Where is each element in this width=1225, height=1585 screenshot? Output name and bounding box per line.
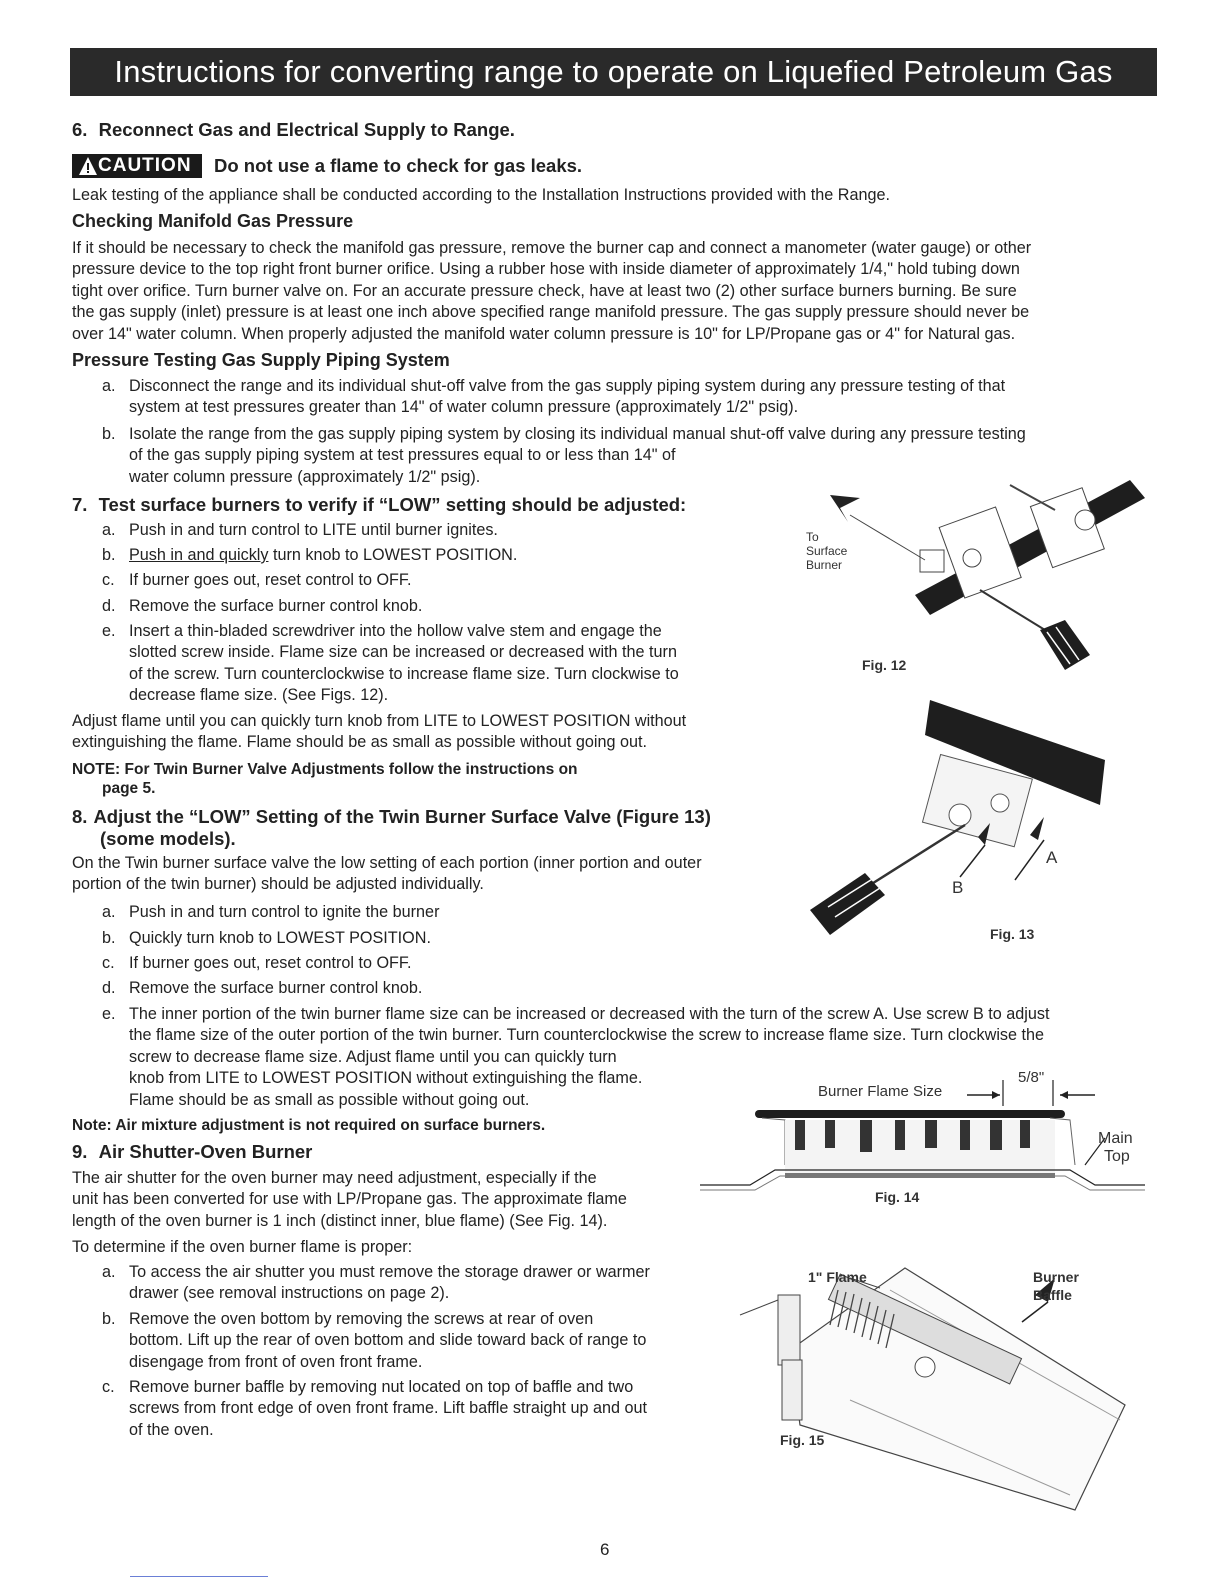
text-line: To access the air shutter you must remove the storage drawer or warmer [129,1263,650,1281]
list-marker: d. [102,979,116,997]
text-line: portion of the twin burner) should be adjusted individually. [72,875,484,894]
list-marker: b. [102,546,116,564]
step-8-title: Adjust the “LOW” Setting of the Twin Burner Surface Valve (Figure 13) [93,806,711,827]
list-marker: a. [102,1263,116,1281]
text-line: Top [1104,1148,1130,1165]
caution-label: CAUTION [98,155,192,176]
step-9-item-a [102,1262,650,1305]
text-line: If burner goes out, reset control to OFF. [129,954,412,972]
text-line: screw to decrease flame size. Adjust flame until you can quickly turn [129,1047,617,1066]
step-6-title: Reconnect Gas and Electrical Supply to Range. [98,119,515,140]
twin-burner-note [72,760,578,798]
step-9-intro [72,1168,627,1232]
text-line: To [806,530,819,544]
text-line: Disconnect the range and its individual shut-off valve from the gas supply piping system during any pressure testing of that [129,377,1006,395]
text-line: of the gas supply piping system at test pressures equal to or less than 14" of [129,446,676,465]
text-line: Main [1098,1130,1133,1147]
text-line: Remove the surface burner control knob. [129,597,423,615]
step-8-intro [72,853,702,896]
text-line: Surface [806,544,848,558]
page-banner-title: Instructions for converting range to operate on Liquefied Petroleum Gas [70,48,1157,96]
list-marker: a. [102,903,116,921]
text-line: of the oven. [129,1420,214,1439]
text-line: Burner [806,558,843,572]
list-marker: c. [102,571,115,589]
text-line: Burner [1033,1269,1079,1285]
text-line: Adjust flame until you can quickly turn knob from LITE to LOWEST POSITION without [72,712,687,730]
step-6-number: 6. [72,119,88,140]
text-line: pressure device to the top right front burner orifice. Using a rubber hose with inside diameter of approximately 1/4," hold tubing down [72,260,1020,279]
step-7-item-a [102,520,498,541]
text-line: Baffle [1033,1287,1072,1303]
text-line: Push in and turn control to LITE until burner ignites. [129,521,498,539]
step-8-title-cont: (some models). [100,828,236,849]
step-7-number: 7. [72,494,88,515]
text-line: the flame size of the outer portion of the twin burner. Turn counterclockwise the screw to increase flame size. Turn clockwise the [129,1026,1045,1045]
text-line: tight over orifice. Turn burner valve on. For an accurate pressure check, have at least two (2) other surface burners burning. Be sure [72,281,1017,300]
list-marker: a. [102,521,116,539]
text-line: page 5. [102,780,156,797]
page-number: 6 [600,1540,610,1559]
fig-14-label: Fig. 14 [875,1189,920,1205]
text-line: Remove burner baffle by removing nut located on top of baffle and two [129,1378,634,1396]
list-marker: b. [102,929,116,947]
step-8-number: 8. [72,806,88,827]
text-line: knob from LITE to LOWEST POSITION without extinguishing the flame. [129,1069,643,1088]
text-line: unit has been converted for use with LP/Propane gas. The approximate flame [72,1190,627,1209]
list-marker: a. [102,377,116,395]
warning-icon [78,156,98,176]
step-7-heading [72,494,686,516]
step-9-item-b [102,1309,647,1373]
fig12-to-surface-burner-label [806,530,847,572]
list-marker: c. [102,954,115,972]
text-line: length of the oven burner is 1 inch (distinct inner, blue flame) (See Fig. 14). [72,1211,608,1230]
step-8-item-b [102,928,431,949]
fig13-screw-a-label: A [1046,848,1058,867]
fig-13-label: Fig. 13 [990,926,1035,942]
list-marker: b. [102,1310,116,1328]
text-line: Quickly turn knob to LOWEST POSITION. [129,929,431,947]
footer-divider [130,1576,268,1577]
list-marker: d. [102,597,116,615]
list-marker: b. [102,425,116,443]
text-line: the gas supply (inlet) pressure is at least one inch above specified range manifold pressure. The gas supply pressure should never be [72,303,1030,322]
step-9-heading [72,1141,312,1163]
text-line: water column pressure (approximately 1/2" psig). [129,467,481,486]
text-line: disengage from front of oven front frame. [129,1352,423,1371]
text-line: drawer (see removal instructions on page 2). [129,1284,450,1303]
text-line: Remove the oven bottom by removing the screws at rear of oven [129,1310,594,1328]
fig13-screw-b-label: B [952,878,964,897]
text-line: The inner portion of the twin burner flame size can be increased or decreased with the turn of the screw A. Use screw B to adjust [129,1005,1050,1023]
figure-12-valve-illustration [800,480,1145,690]
step-6-heading [72,119,515,141]
text-line: system at test pressures greater than 14" of water column pressure (approximately 1/2" psig). [129,398,799,417]
text-line: Push in and turn control to ignite the burner [129,903,440,921]
text-line: If burner goes out, reset control to OFF. [129,571,412,589]
fig14-flame-size-label: Burner Flame Size [818,1083,943,1100]
determine-text: To determine if the oven burner flame is proper: [72,1238,413,1256]
text-line: decrease flame size. (See Figs. 12). [129,686,389,705]
fig-12-label: Fig. 12 [862,657,907,673]
figure-13-twin-valve-illustration [810,695,1110,945]
list-marker: e. [102,622,116,640]
step-7-title: Test surface burners to verify if “LOW” setting should be adjusted: [98,494,687,515]
piping-item-b [102,424,1026,488]
leak-testing-text: Leak testing of the appliance shall be conducted according to the Installation Instructions provided with the Range. [72,186,890,204]
text-line: turn knob to LOWEST POSITION. [268,546,518,564]
step-7-item-b [102,545,518,566]
fig15-burner-baffle-label [1033,1268,1079,1304]
text-line: Remove the surface burner control knob. [129,979,423,997]
list-marker: c. [102,1378,115,1396]
step-7-item-d [102,596,423,617]
step-8-item-d [102,978,423,999]
fig-15-label: Fig. 15 [780,1432,825,1448]
text-line: Isolate the range from the gas supply piping system by closing its individual manual shut-off valve during any pressure testing [129,425,1026,443]
text-line: extinguishing the flame. Flame should be as small as possible without going out. [72,733,647,752]
underlined-text: Push in and quickly [129,546,269,564]
step-7-item-e [102,621,679,707]
text-line: Flame should be as small as possible without going out. [129,1090,530,1109]
piping-heading: Pressure Testing Gas Supply Piping System [72,350,450,370]
manifold-heading: Checking Manifold Gas Pressure [72,211,354,231]
fig15-flame-label: 1" Flame [808,1269,867,1285]
caution-text: Do not use a flame to check for gas leaks. [214,155,583,176]
fig14-main-top-label [1098,1130,1133,1166]
text-line: If it should be necessary to check the manifold gas pressure, remove the burner cap and connect a manometer (water gauge) or other [72,239,1032,257]
text-line: over 14" water column. When properly adjusted the manifold water column pressure is 10" for LP/Propane gas or 4" for Natural gas. [72,324,1016,343]
step-8-item-a [102,902,440,923]
step-9-number: 9. [72,1141,88,1162]
air-mixture-note: Note: Air mixture adjustment is not required on surface burners. [72,1117,546,1134]
step-9-item-c [102,1377,647,1441]
text-line: On the Twin burner surface valve the low setting of each portion (inner portion and outer [72,854,702,872]
caution-badge [72,154,202,178]
fig14-measurement-label: 5/8" [1018,1069,1045,1086]
text-line: of the screw. Turn counterclockwise to increase flame size. Turn clockwise to [129,664,679,683]
text-line: NOTE: For Twin Burner Valve Adjustments follow the instructions on [72,761,578,778]
text-line: bottom. Lift up the rear of oven bottom and slide toward back of range to [129,1331,647,1350]
text-line: The air shutter for the oven burner may need adjustment, especially if the [72,1169,597,1187]
manifold-paragraph [72,238,1031,345]
list-marker: e. [102,1005,116,1023]
step-7-item-c [102,570,412,591]
piping-item-a [102,376,1006,419]
step-9-title: Air Shutter-Oven Burner [98,1141,313,1162]
step-8-item-c [102,953,412,974]
text-line: slotted screw inside. Flame size can be increased or decreased with the turn [129,643,677,662]
text-line: screws from front edge of oven front frame. Lift baffle straight up and out [129,1399,647,1418]
text-line: Insert a thin-bladed screwdriver into the hollow valve stem and engage the [129,622,662,640]
step-8-heading [72,806,711,850]
adjust-flame-text [72,711,686,754]
